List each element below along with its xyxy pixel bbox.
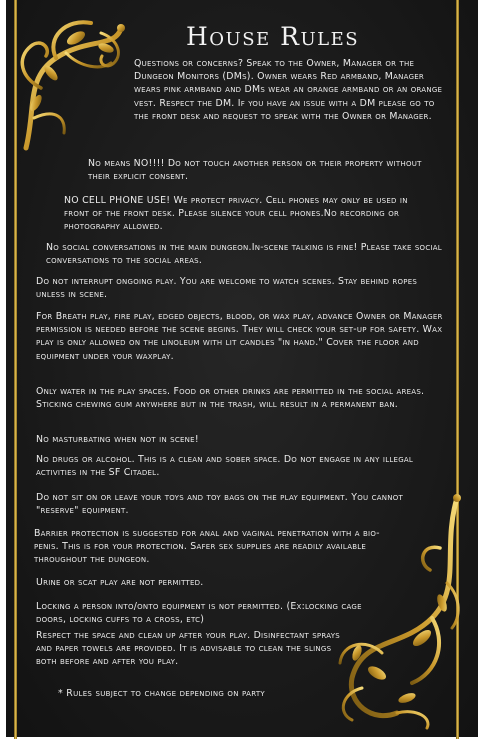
- rule-social-conversations: No social conversations in the main dungeon.In-scene talking is fine! Please take social conversations to the social areas.: [46, 242, 442, 267]
- rule-urine-scat: Urine or scat play are not permitted.: [36, 577, 204, 588]
- top-left-flourish-ornament: [6, 8, 136, 158]
- rule-questions: Questions or concerns? Speak to the Owner, Manager or the Dungeon Monitors (DMs). Owner wears Red armband, Manager wears pink armband and DMs wear an orange armband or an orange vest. Respect the DM. If you have an issue with a DM please go to the front desk and request to speak with the Owner or Manager.: [134, 58, 443, 122]
- rule-edge-play: For Breath play, fire play, edged objects, blood, or wax play, advance Owner or Manager permission is needed before the scene begins. They will check your set-up for safety. Wax play is only allowed on the linoleum with lit candles "in hand." Cover the floor and equipment under your waxplay.: [36, 311, 443, 362]
- rule-toys-equipment: Do not sit on or leave your toys and toy bags on the play equipment. You cannot "reserve" equipment.: [36, 492, 404, 517]
- rule-consent: No means NO!!!! Do not touch another person or their property without their explicit consent.: [88, 158, 422, 183]
- rule-interrupt-play: Do not interrupt ongoing play. You are welcome to watch scenes. Stay behind ropes unless in scene.: [36, 276, 418, 301]
- rule-barrier-protection: Barrier protection is suggested for anal and vaginal penetration with a bio-penis. This is for your protection. Safer sex supplies are readily available throughout the dungeon.: [34, 528, 380, 566]
- footnote: * Rules subject to change depending on party: [58, 688, 266, 699]
- rule-drugs-alcohol: No drugs or alcohol. This is a clean and sober space. Do not engage in any illegal activities in the SF Citadel.: [36, 454, 414, 479]
- rule-cleanup: Respect the space and clean up after your play. Disinfectant sprays and paper towels are provided. It is advisable to clean the slings both before and after you play.: [36, 630, 340, 668]
- rule-masturbation: No masturbating when not in scene!: [36, 434, 199, 445]
- rule-cell-phone: NO CELL PHONE USE! We protect privacy. Cell phones may only be used in front of the front desk. Please silence your cell phones.No recording or photography allowed.: [64, 195, 408, 233]
- rule-locking: Locking a person into/onto equipment is not permitted. (Ex:locking cage doors, locking cuffs to a cross, etc): [36, 601, 362, 626]
- page-title: House Rules: [186, 22, 360, 51]
- rule-food-drinks: Only water in the play spaces. Food or other drinks are permitted in the social areas. Sticking chewing gum anywhere but in the trash, will result in a permanent ban.: [36, 386, 425, 411]
